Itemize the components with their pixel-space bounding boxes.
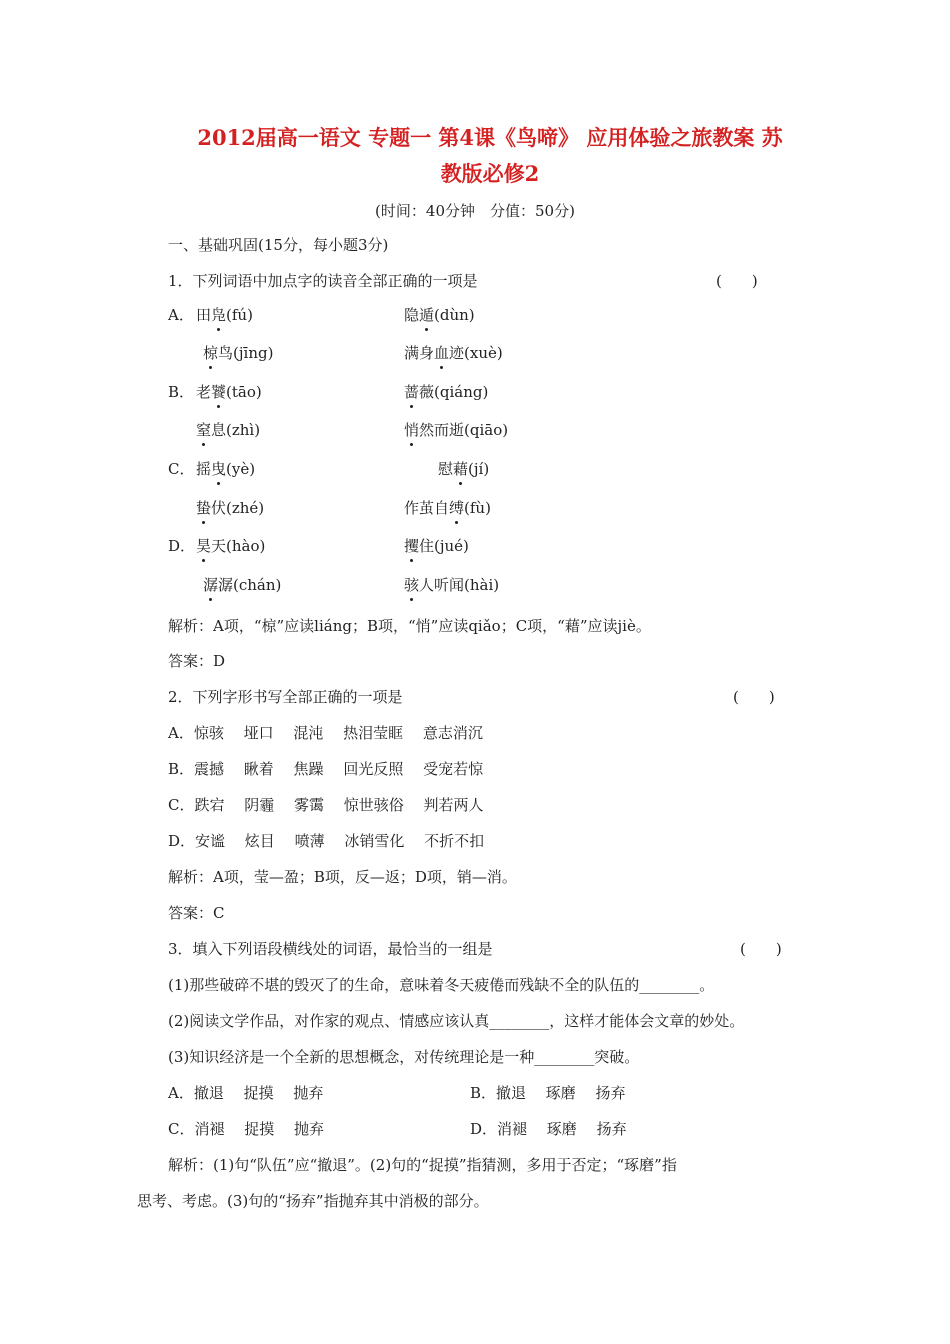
emphasis-dot-char: 悄 [404, 421, 420, 439]
emphasis-dot-char: 攫 [404, 537, 420, 555]
time-score-info: (时间：40分钟 分值：50分) [375, 202, 575, 220]
q1-word: 攫住(jué) [404, 537, 469, 555]
emphasis-dot-char: 窒 [196, 421, 212, 439]
q1-word: 潺潺(chán) [203, 576, 282, 594]
q2-option-a: A．惊骇 垭口 混沌 热泪莹眶 意志消沉 [168, 724, 483, 742]
q3-stem: 3．填入下列语段横线处的词语，最恰当的一组是 [168, 940, 493, 958]
q3-sentence-3: (3)知识经济是一个全新的思想概念，对传统理论是一种________突破。 [168, 1048, 640, 1066]
q2-answer-paren: ( ) [733, 688, 775, 706]
emphasis-dot-char: 曳 [211, 460, 227, 478]
emphasis-dot-char: 饕 [211, 383, 227, 401]
emphasis-dot-char: 蛰 [196, 499, 212, 517]
q1-word: 慰藉(jí) [438, 460, 490, 478]
q1-word: 窒息(zhì) [196, 421, 261, 439]
q3-sentence-1: (1)那些破碎不堪的毁灭了的生命，意味着冬天疲倦而残缺不全的队伍的________。 [168, 976, 715, 994]
q3-analysis-line1: 解析：(1)句“队伍”应“撤退”。(2)句的“捉摸”指猜测，多用于否定；“琢磨”指 [168, 1156, 677, 1174]
q1-word: 满身血迹(xuè) [404, 344, 503, 362]
q1-word: 骇人听闻(hài) [404, 576, 500, 594]
emphasis-dot-char: 血 [434, 344, 450, 362]
q1-word: 蔷薇(qiáng) [404, 383, 489, 401]
q1-option-a-label: A． [168, 306, 194, 324]
q1-answer-paren: ( ) [716, 272, 758, 290]
q1-word: 田凫(fú) [196, 306, 253, 324]
q1-word: 椋鸟(jīng) [203, 344, 274, 362]
q3-option-b: B．撤退 琢磨 扬弃 [470, 1084, 626, 1102]
emphasis-dot-char: 潺 [203, 576, 219, 594]
q1-word: 摇曳(yè) [196, 460, 256, 478]
emphasis-dot-char: 骇 [404, 576, 420, 594]
emphasis-dot-char: 缚 [449, 499, 465, 517]
q1-option-c-label: C． [168, 460, 195, 478]
q1-word: 隐遁(dùn) [404, 306, 475, 324]
q2-option-d: D．安谧 炫目 喷薄 冰销雪化 不折不扣 [168, 832, 485, 850]
q1-stem: 1．下列词语中加点字的读音全部正确的一项是 [168, 272, 478, 290]
q1-word: 昊天(hào) [196, 537, 266, 555]
document-title-line2: 教版必修2 [440, 161, 540, 186]
emphasis-dot-char: 遁 [419, 306, 435, 324]
q1-word: 老饕(tāo) [196, 383, 262, 401]
section-heading: 一、基础巩固(15分，每小题3分) [168, 236, 389, 254]
q3-sentence-2: (2)阅读文学作品，对作家的观点、情感应该认真________，这样才能体会文章的妙处。 [168, 1012, 745, 1030]
emphasis-dot-char: 椋 [203, 344, 219, 362]
q1-option-d-label: D． [168, 537, 196, 555]
q2-option-c: C．跌宕 阴霾 雾霭 惊世骇俗 判若两人 [168, 796, 484, 814]
q3-option-c: C．消褪 捉摸 抛弃 [168, 1120, 325, 1138]
q1-analysis: 解析：A项，“椋”应读liáng；B项，“悄”应读qiǎo；C项，“藉”应读jiè。 [168, 617, 651, 635]
q2-option-b: B．震撼 瞅着 焦躁 回光反照 受宠若惊 [168, 760, 484, 778]
q2-answer: 答案：C [168, 904, 225, 922]
q3-analysis-line2: 思考、考虑。(3)句的“扬弃”指抛弃其中消极的部分。 [137, 1192, 489, 1210]
q1-word: 悄然而逝(qiāo) [404, 421, 509, 439]
q2-stem: 2．下列字形书写全部正确的一项是 [168, 688, 403, 706]
q2-analysis: 解析：A项，莹—盈；B项，反—返；D项，销—消。 [168, 868, 517, 886]
emphasis-dot-char: 蔷 [404, 383, 420, 401]
emphasis-dot-char: 凫 [211, 306, 227, 324]
q1-word: 作茧自缚(fù) [404, 499, 491, 517]
emphasis-dot-char: 昊 [196, 537, 212, 555]
q1-option-b-label: B． [168, 383, 195, 401]
q1-word: 蛰伏(zhé) [196, 499, 265, 517]
q3-answer-paren: ( ) [740, 940, 782, 958]
emphasis-dot-char: 藉 [453, 460, 469, 478]
q1-answer: 答案：D [168, 652, 226, 670]
document-title-line1: 2012届高一语文 专题一 第4课《鸟啼》 应用体验之旅教案 苏 [197, 125, 783, 150]
q3-option-d: D．消褪 琢磨 扬弃 [470, 1120, 627, 1138]
q3-option-a: A．撤退 捉摸 抛弃 [168, 1084, 324, 1102]
